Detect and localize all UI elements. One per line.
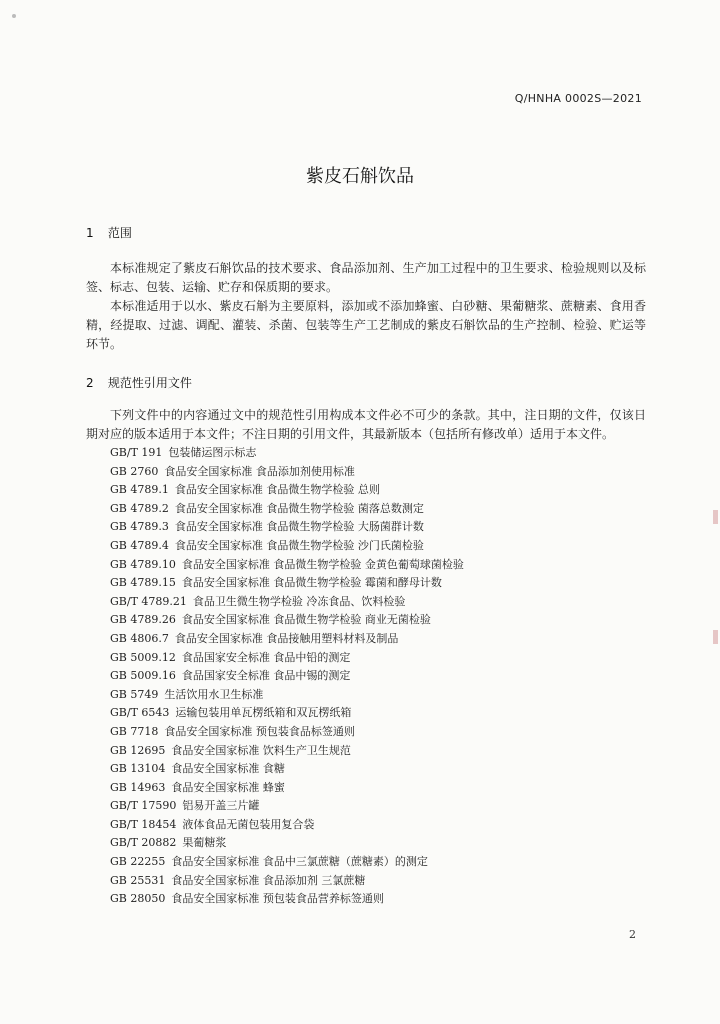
reference-item	[110, 630, 464, 649]
reference-code: GB 5749	[110, 687, 159, 701]
reference-code: GB 5009.12	[110, 650, 176, 664]
reference-title: 液体食品无菌包装用复合袋	[182, 817, 315, 831]
reference-code: GB 4789.15	[110, 576, 176, 590]
reference-item	[110, 481, 464, 500]
reference-code: GB 4789.10	[110, 557, 176, 571]
reference-item	[110, 444, 464, 463]
reference-item	[110, 872, 464, 891]
section-title: 范围	[107, 226, 132, 240]
reference-item	[110, 853, 464, 872]
section-number: 1	[86, 226, 94, 240]
reference-item	[110, 537, 464, 556]
reference-title: 食品安全国家标准 食品添加剂使用标准	[164, 464, 355, 478]
reference-code: GB/T 17590	[110, 799, 177, 813]
reference-item	[110, 779, 464, 798]
reference-item	[110, 574, 464, 593]
reference-code: GB 22255	[110, 855, 166, 869]
reference-title: 生活饮用水卫生标准	[164, 687, 264, 701]
reference-code: GB 4789.4	[110, 538, 169, 552]
reference-title: 食品安全国家标准 预包装食品标签通则	[164, 724, 355, 738]
reference-code: GB/T 4789.21	[110, 594, 187, 608]
reference-title: 包装储运图示标志	[168, 446, 257, 459]
reference-title: 食品安全国家标准 食品添加剂 三氯蔗糖	[171, 873, 366, 887]
document-title: 紫皮石斛饮品	[306, 166, 414, 187]
reference-item	[110, 704, 464, 723]
reference-code: GB 13104	[110, 762, 166, 776]
reference-item	[110, 723, 464, 742]
reference-code: GB 7718	[110, 724, 159, 738]
reference-title: 食品安全国家标准 饮料生产卫生规范	[171, 743, 351, 757]
reference-title: 食品安全国家标准 食糖	[171, 762, 285, 776]
reference-title: 食品安全国家标准 蜂蜜	[171, 780, 285, 794]
reference-code: GB 4789.1	[110, 483, 169, 497]
section-title: 规范性引用文件	[107, 376, 192, 390]
reference-item	[110, 463, 464, 482]
reference-item	[110, 816, 464, 835]
reference-code: GB 12695	[110, 743, 166, 757]
reference-item	[110, 667, 464, 686]
reference-code: GB 14963	[110, 780, 166, 794]
reference-title: 食品国家安全标准 食品中铅的测定	[181, 650, 351, 664]
standard-code: Q/HNHA 0002S—2021	[514, 92, 642, 105]
reference-title: 食品安全国家标准 食品微生物学检验 总则	[174, 483, 380, 497]
reference-code: GB 25531	[110, 873, 166, 887]
scan-edge-mark	[713, 510, 718, 524]
reference-title: 食品安全国家标准 食品微生物学检验 霉菌和酵母计数	[181, 576, 442, 590]
reference-title: 食品安全国家标准 食品微生物学检验 商业无菌检验	[181, 613, 431, 627]
reference-code: GB 4789.3	[110, 520, 169, 534]
reference-item	[110, 760, 464, 779]
reference-code: GB 2760	[110, 464, 159, 478]
reference-title: 食品安全国家标准 食品中三氯蔗糖（蔗糖素）的测定	[171, 855, 428, 869]
reference-item	[110, 742, 464, 761]
reference-item	[110, 834, 464, 853]
reference-code: GB 4806.7	[110, 631, 169, 645]
reference-code: GB 4789.2	[110, 501, 169, 515]
reference-title: 食品国家安全标准 食品中锡的测定	[181, 669, 351, 683]
reference-title: 食品安全国家标准 食品接触用塑料材料及制品	[174, 631, 399, 645]
references-intro-paragraph: 下列文件中的内容通过文中的规范性引用构成本文件必不可少的条款。其中，注日期的文件，仅该日期对应的版本适用于本文件；不注日期的引用文件，其最新版本（包括所有修改单）适用于本文件。	[86, 408, 646, 441]
section-heading-scope	[86, 224, 132, 241]
scan-speck	[12, 14, 16, 18]
reference-title: 食品安全国家标准 食品微生物学检验 大肠菌群计数	[174, 520, 424, 534]
reference-code: GB/T 191	[110, 446, 163, 459]
reference-item	[110, 797, 464, 816]
section-heading-normative-references	[86, 374, 192, 391]
reference-code: GB/T 18454	[110, 817, 177, 831]
reference-title: 食品卫生微生物学检验 冷冻食品、饮料检验	[192, 594, 406, 608]
reference-list	[110, 444, 464, 909]
section-number: 2	[86, 376, 94, 390]
reference-item	[110, 518, 464, 537]
reference-title: 运输包装用单瓦楞纸箱和双瓦楞纸箱	[175, 706, 352, 720]
reference-code: GB/T 20882	[110, 836, 177, 850]
reference-code: GB 4789.26	[110, 613, 176, 627]
reference-code: GB 28050	[110, 892, 166, 906]
page-number: 2	[629, 928, 636, 941]
reference-item	[110, 611, 464, 630]
reference-title: 食品安全国家标准 预包装食品营养标签通则	[171, 892, 384, 906]
scan-edge-mark	[713, 630, 718, 644]
reference-item	[110, 593, 464, 612]
reference-title: 果葡糖浆	[182, 836, 227, 850]
reference-title: 食品安全国家标准 食品微生物学检验 菌落总数测定	[174, 501, 424, 515]
reference-item	[110, 500, 464, 519]
reference-code: GB 5009.16	[110, 669, 176, 683]
reference-item	[110, 890, 464, 909]
scope-paragraph-2: 本标准适用于以水、紫皮石斛为主要原料，添加或不添加蜂蜜、白砂糖、果葡糖浆、蔗糖素、食用香精，经提取、过滤、调配、灌装、杀菌、包装等生产工艺制成的紫皮石斛饮品的生产控制、检验、贮运等环节。	[86, 299, 646, 351]
reference-code: GB/T 6543	[110, 706, 170, 720]
reference-title: 铝易开盖三片罐	[182, 799, 260, 813]
reference-title: 食品安全国家标准 食品微生物学检验 金黄色葡萄球菌检验	[181, 557, 464, 571]
reference-item	[110, 556, 464, 575]
reference-item	[110, 686, 464, 705]
scope-paragraph-1: 本标准规定了紫皮石斛饮品的技术要求、食品添加剂、生产加工过程中的卫生要求、检验规则以及标签、标志、包装、运输、贮存和保质期的要求。	[86, 261, 646, 294]
reference-item	[110, 649, 464, 668]
reference-title: 食品安全国家标准 食品微生物学检验 沙门氏菌检验	[174, 538, 424, 552]
